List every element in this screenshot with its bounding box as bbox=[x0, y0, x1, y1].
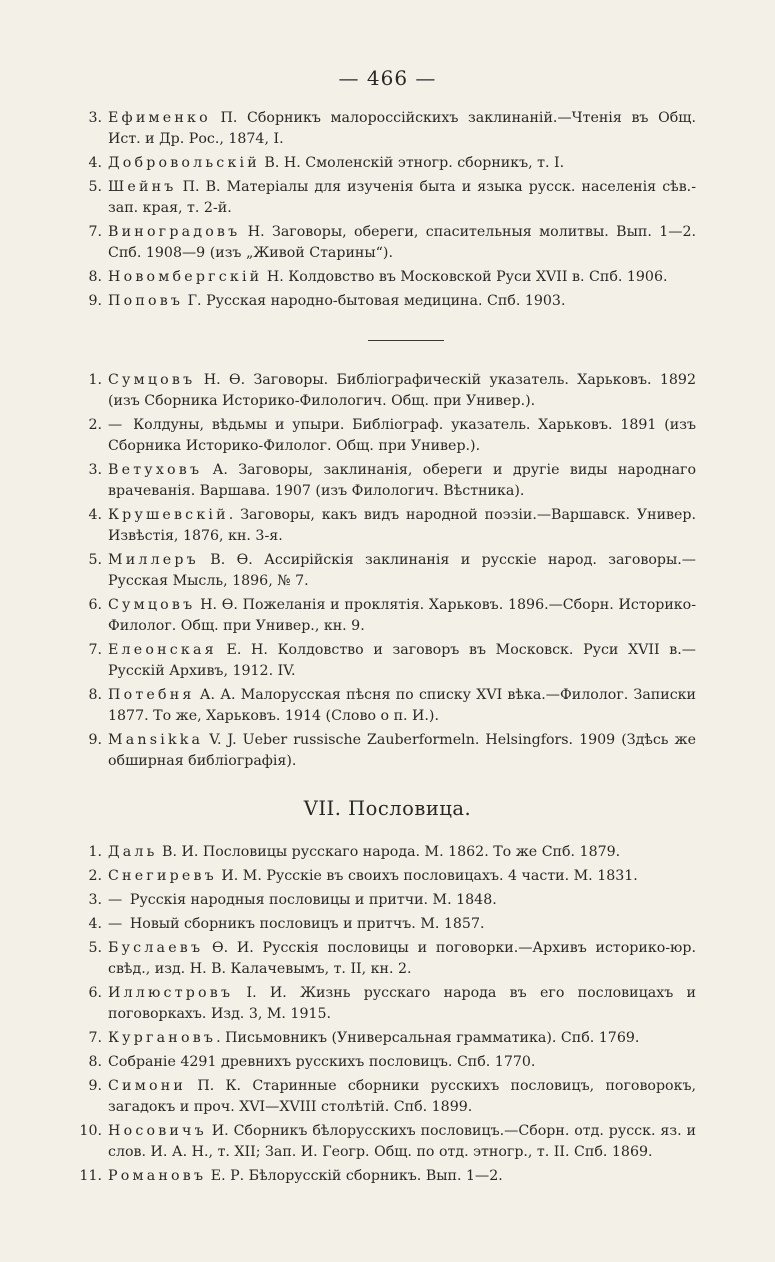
entry-text: В. И. Пословицы русскаго народа. М. 1862. То же Спб. 1879. bbox=[157, 844, 621, 860]
entry-number: 4. bbox=[88, 155, 102, 171]
entry-number: 3. bbox=[88, 892, 102, 908]
entry-author: Симони bbox=[108, 1078, 187, 1094]
entry-author: — bbox=[108, 417, 126, 433]
entry-text: П. В. Матеріалы для изученія быта и языка русск. населенія сѣв.-зап. края, т. 2-й. bbox=[108, 179, 696, 216]
entry-text: Н. Заговоры, обереги, спасительныя молитвы. Вып. 1—2. Спб. 1908—9 (изъ „Живой Старины“). bbox=[108, 224, 696, 261]
entry-text: И. М. Русскіе въ своихъ пословицахъ. 4 части. М. 1831. bbox=[216, 868, 638, 884]
bibliography-entry bbox=[86, 842, 696, 863]
entry-number: 6. bbox=[88, 985, 102, 1001]
entry-number: 5. bbox=[88, 940, 102, 956]
entry-text: . Заговоры, какъ видъ народной поэзіи.—Варшавск. Универ. Извѣстія, 1876, кн. 3-я. bbox=[108, 507, 696, 544]
entry-number: 10. bbox=[79, 1123, 102, 1139]
entry-author: Ефименко bbox=[108, 110, 211, 126]
entry-number: 3. bbox=[88, 110, 102, 126]
entry-text: А. Заговоры, заклинанія, обереги и другіе виды народнаго врачеванія. Варшава. 1907 (изъ Филологич. Вѣстника). bbox=[108, 462, 696, 499]
bibliography-entry bbox=[86, 505, 696, 547]
entry-number: 4. bbox=[88, 507, 102, 523]
entry-number: 7. bbox=[88, 642, 102, 658]
bibliography-entry bbox=[86, 222, 696, 264]
entry-number: 2. bbox=[88, 868, 102, 884]
entry-text: Н. Ѳ. Пожеланія и проклятія. Харьковъ. 1896.—Сборн. Историко-Филолог. Общ. при Универ., кн. 9. bbox=[108, 597, 696, 634]
bibliography-entry bbox=[86, 267, 696, 288]
entry-text: И. Сборникъ бѣлорусскихъ пословицъ.—Сборн. отд. русск. яз. и слов. И. А. Н., т. XII; Зап. И. Геогр. Общ. по отд. этногр., т. II. Спб. 1869. bbox=[108, 1123, 696, 1160]
entry-author: Крушевскій bbox=[108, 507, 229, 523]
entry-text: Ѳ. И. Русскія пословицы и поговорки.—Архивъ историко-юр. свѣд., изд. Н. В. Калачевымъ, т. II, кн. 2. bbox=[108, 940, 696, 977]
bibliography-entry bbox=[86, 640, 696, 682]
entry-number: 8. bbox=[88, 269, 102, 285]
entry-text: А. А. Малорусская пѣсня по списку XVI вѣка.—Филолог. Записки 1877. То же, Харьковъ. 1914 (Слово о п. И.). bbox=[108, 687, 696, 724]
section-divider bbox=[368, 340, 444, 341]
entry-text: В. Ѳ. Ассирійскія заклинанія и русскіе народ. заговоры.—Русская Мысль, 1896, № 7. bbox=[108, 552, 696, 589]
entry-number: 9. bbox=[88, 1078, 102, 1094]
entry-text: Е. Р. Бѣлорусскій сборникъ. Вып. 1—2. bbox=[206, 1168, 503, 1184]
entry-number: 1. bbox=[88, 844, 102, 860]
bibliography-entry bbox=[86, 1028, 696, 1049]
bibliography-entry bbox=[86, 370, 696, 412]
bibliography-entry bbox=[86, 983, 696, 1025]
bibliography-group-3 bbox=[79, 842, 696, 1190]
page-number: — 466 — bbox=[338, 66, 437, 90]
entry-author: Носовичъ bbox=[108, 1123, 207, 1139]
entry-author: Буслаевъ bbox=[108, 940, 204, 956]
entry-text: I. И. Жизнь русскаго народа въ его пословицахъ и поговоркахъ. Изд. 3, М. 1915. bbox=[108, 985, 696, 1022]
bibliography-entry bbox=[86, 108, 696, 150]
entry-text: Колдуны, вѣдьмы и упыри. Библіограф. указатель. Харьковъ. 1891 (изъ Сборника Историко-Филолог. Общ. при Универ.). bbox=[108, 417, 696, 454]
entry-author: Поповъ bbox=[108, 293, 184, 309]
entry-author: Потебня bbox=[108, 687, 195, 703]
entry-number: 4. bbox=[88, 916, 102, 932]
entry-number: 5. bbox=[88, 552, 102, 568]
entry-author: Снегиревъ bbox=[108, 868, 217, 884]
entry-author: Сумцовъ bbox=[108, 597, 196, 613]
entry-author: Шейнъ bbox=[108, 179, 177, 195]
entry-text: Г. Русская народно-бытовая медицина. Спб. 1903. bbox=[183, 293, 566, 309]
entry-author: Миллеръ bbox=[108, 552, 199, 568]
bibliography-entry bbox=[86, 1052, 696, 1073]
bibliography-entry bbox=[86, 460, 696, 502]
entry-number: 3. bbox=[88, 462, 102, 478]
entry-number: 9. bbox=[88, 293, 102, 309]
entry-number: 7. bbox=[88, 1030, 102, 1046]
entry-author: Добровольскій bbox=[108, 155, 260, 171]
entry-number: 6. bbox=[88, 597, 102, 613]
entry-text: Новый сборникъ пословицъ и притчъ. М. 1857. bbox=[125, 916, 485, 932]
section-heading: VII. Пословица. bbox=[303, 797, 472, 820]
bibliography-entry bbox=[86, 866, 696, 887]
entry-text: Н. Ѳ. Заговоры. Библіографическій указатель. Харьковъ. 1892 (изъ Сборника Историко-Филологич. Общ. при Универ.). bbox=[108, 372, 696, 409]
bibliography-entry bbox=[86, 415, 696, 457]
entry-author: Елеонская bbox=[108, 642, 217, 658]
entry-author: Mansikka bbox=[108, 732, 204, 748]
entry-author: — bbox=[108, 916, 126, 932]
bibliography-entry bbox=[86, 938, 696, 980]
bibliography-group-1 bbox=[86, 108, 696, 315]
entry-author: Романовъ bbox=[108, 1168, 207, 1184]
entry-number: 9. bbox=[88, 732, 102, 748]
entry-number: 11. bbox=[79, 1168, 102, 1184]
bibliography-entry bbox=[86, 890, 696, 911]
bibliography-entry bbox=[79, 1166, 696, 1187]
bibliography-entry bbox=[79, 1121, 696, 1163]
entry-text: П. Сборникъ малороссійскихъ заклинаній.—Чтенія въ Общ. Ист. и Др. Рос., 1874, I. bbox=[108, 110, 696, 147]
bibliography-entry bbox=[86, 153, 696, 174]
entry-author: Виноградовъ bbox=[108, 224, 241, 240]
entry-author: Даль bbox=[108, 844, 158, 860]
bibliography-entry bbox=[86, 1076, 696, 1118]
bibliography-entry bbox=[86, 595, 696, 637]
entry-author: Новомбергскій bbox=[108, 269, 263, 285]
bibliography-entry bbox=[86, 177, 696, 219]
entry-number: 1. bbox=[88, 372, 102, 388]
entry-number: 5. bbox=[88, 179, 102, 195]
entry-text: Е. Н. Колдовство и заговоръ въ Московск. Руси XVII в.—Русскій Архивъ, 1912. IV. bbox=[108, 642, 696, 679]
bibliography-group-2 bbox=[86, 370, 696, 775]
entry-text: Н. Колдовство въ Московской Руси XVII в. Спб. 1906. bbox=[262, 269, 668, 285]
bibliography-entry bbox=[86, 550, 696, 592]
entry-number: 2. bbox=[88, 417, 102, 433]
entry-author: Сумцовъ bbox=[108, 372, 196, 388]
entry-text: В. Н. Смоленскій этногр. сборникъ, т. I. bbox=[259, 155, 565, 171]
bibliography-entry bbox=[86, 291, 696, 312]
entry-number: 8. bbox=[88, 1054, 102, 1070]
bibliography-entry bbox=[86, 685, 696, 727]
entry-text: . Письмовникъ (Универсальная грамматика). Спб. 1769. bbox=[216, 1030, 640, 1046]
entry-author: Иллюстровъ bbox=[108, 985, 234, 1001]
entry-text: Русскія народныя пословицы и притчи. М. 1848. bbox=[125, 892, 497, 908]
bibliography-entry bbox=[86, 730, 696, 772]
entry-number: 8. bbox=[88, 687, 102, 703]
entry-number: 7. bbox=[88, 224, 102, 240]
bibliography-entry bbox=[86, 914, 696, 935]
entry-author: Кургановъ bbox=[108, 1030, 217, 1046]
entry-author: Ветуховъ bbox=[108, 462, 203, 478]
entry-text: П. К. Старинные сборники русскихъ пословицъ, поговорокъ, загадокъ и проч. XVI—XVIII столѣтій. Спб. 1899. bbox=[108, 1078, 696, 1115]
entry-text: V. J. Ueber russische Zauberformeln. Helsingfors. 1909 (Здѣсь же обширная библіографія). bbox=[108, 732, 696, 769]
entry-text: Собраніе 4291 древнихъ русскихъ пословицъ. Спб. 1770. bbox=[108, 1054, 536, 1070]
entry-author: — bbox=[108, 892, 126, 908]
